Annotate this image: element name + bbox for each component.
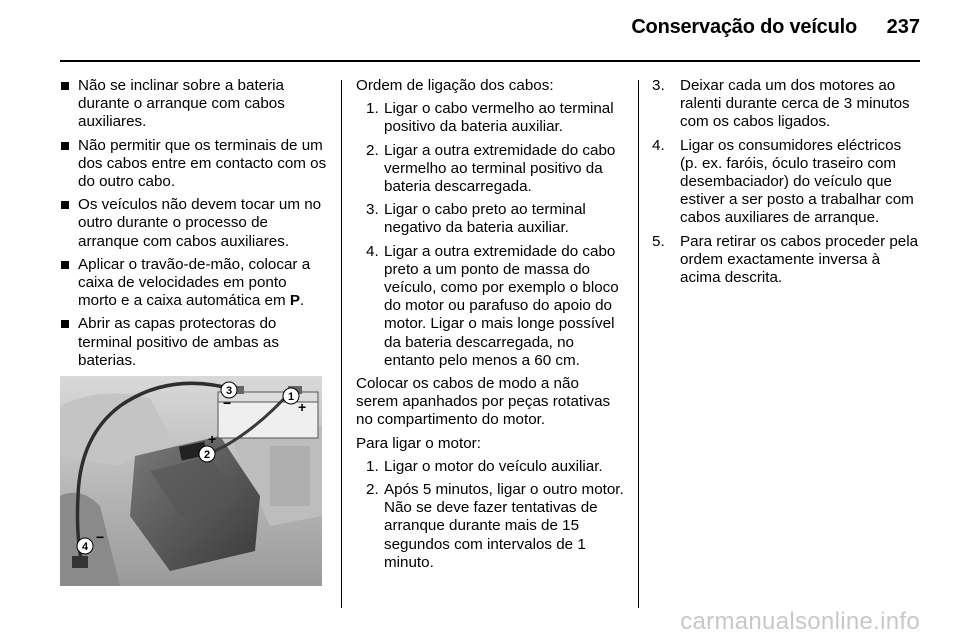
cable-placement-note: Colocar os cabos de modo a não serem apanhados por peças rotativas no compartimento do motor. bbox=[356, 375, 611, 429]
figure-label-4: 4 bbox=[81, 541, 89, 553]
bullet-item: Os veículos não devem tocar um no outro durante o processo de arranque com cabos auxiliares. bbox=[60, 196, 328, 251]
minus-icon: − bbox=[223, 395, 232, 411]
minus-icon: − bbox=[96, 529, 105, 545]
start-engine-intro: Para ligar o motor: bbox=[356, 434, 481, 452]
list-item: 3. Ligar o cabo preto ao terminal negativo da bateria auxiliar. bbox=[366, 201, 586, 237]
list-item: 5. Para retirar os cabos proceder pela ordem exactamente inversa à acima descrita. bbox=[652, 232, 919, 287]
column-divider-1 bbox=[341, 80, 342, 608]
list-item: 4. Ligar a outra extremidade do cabo preto a um ponto de massa do veículo, como por exemplo o bloco do motor ou parafuso do apoio do motor. Ligar o mais longe possível da bateria descarregada, no entanto pelo menos a 60 cm. bbox=[366, 242, 619, 369]
list-item: 1. Ligar o motor do veículo auxiliar. bbox=[366, 457, 603, 475]
gear-position-p: P bbox=[289, 292, 301, 310]
list-item: 4. Ligar os consumidores eléctricos (p. ex. faróis, óculo traseiro com desembaciador) do veículo que estiver a ser posto a trabalhar com cabos auxiliares de arranque. bbox=[652, 136, 914, 227]
plus-icon: + bbox=[208, 431, 217, 447]
figure-label-2: 2 bbox=[203, 449, 211, 461]
list-item: 1. Ligar o cabo vermelho ao terminal positivo da bateria auxiliar. bbox=[366, 100, 614, 136]
jump-start-diagram bbox=[60, 376, 322, 586]
bullet-square-icon bbox=[61, 320, 69, 328]
header-rule bbox=[60, 60, 920, 62]
bullet-item: Não permitir que os terminais de um dos cabos entre em contacto com os do outro cabo. bbox=[60, 137, 328, 192]
bullet-square-icon bbox=[61, 201, 69, 209]
column-1 bbox=[60, 77, 328, 375]
connection-order-intro: Ordem de ligação dos cabos: bbox=[356, 77, 554, 94]
column-2 bbox=[356, 77, 624, 577]
bullet-square-icon bbox=[61, 142, 69, 150]
figure-label-1: 1 bbox=[287, 391, 295, 403]
bullet-item: Abrir as capas protectoras do terminal positivo de ambas as baterias. bbox=[60, 315, 328, 370]
bullet-square-icon bbox=[61, 261, 69, 269]
bullet-item: Aplicar o travão-de-mão, colocar a caixa de velocidades em ponto morto e a caixa automática em P. bbox=[60, 256, 328, 311]
page-title: Conservação do veículo bbox=[631, 16, 857, 38]
plus-icon: + bbox=[298, 399, 307, 415]
bullet-square-icon bbox=[61, 82, 69, 90]
column-divider-2 bbox=[638, 80, 639, 608]
bullet-item: Não se inclinar sobre a bateria durante o arranque com cabos auxiliares. bbox=[60, 77, 328, 132]
list-item: 2. Ligar a outra extremidade do cabo vermelho ao terminal positivo da bateria descarregada. bbox=[366, 141, 616, 196]
list-item: 2. Após 5 minutos, ligar o outro motor. Não se deve fazer tentativas de arranque durante mais de 15 segundos com intervalos de 1 minuto. bbox=[366, 481, 624, 571]
watermark: carmanualsonline.info bbox=[680, 608, 920, 635]
column-3 bbox=[652, 77, 922, 292]
figure-label-3: 3 bbox=[225, 385, 233, 397]
page-number: 237 bbox=[886, 16, 920, 38]
list-item: 3. Deixar cada um dos motores ao ralenti durante cerca de 3 minutos com os cabos ligados. bbox=[652, 77, 910, 131]
